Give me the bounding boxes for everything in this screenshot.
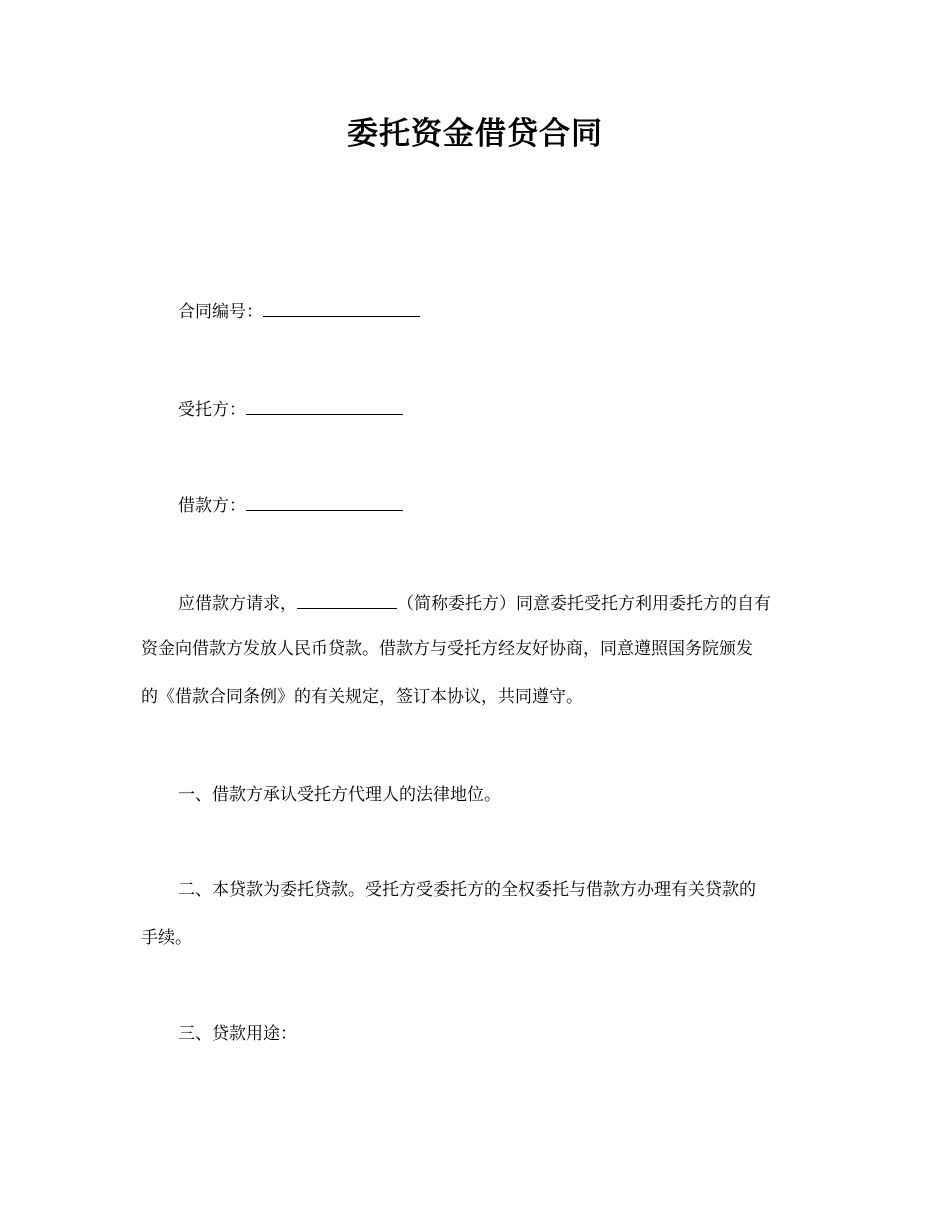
preamble-line-2: 资金向借款方发放人民币贷款。借款方与受托方经友好协商，同意遵照国务院颁发: [141, 639, 753, 659]
borrower-blank[interactable]: [246, 492, 403, 511]
contract-number-blank[interactable]: [263, 298, 420, 317]
clause-2-line-1: 二、本贷款为委托贷款。受托方受委托方的全权委托与借款方办理有关贷款的: [178, 880, 756, 900]
trustee-blank[interactable]: [246, 396, 403, 415]
preamble-text-before-blank: 应借款方请求，: [178, 594, 297, 614]
clause-3: 三、贷款用途：: [178, 1024, 297, 1044]
document-title: 委托资金借贷合同: [347, 116, 603, 152]
entrusting-party-blank[interactable]: [297, 590, 397, 609]
trustee-line: [178, 396, 403, 422]
clause-1: 一、借款方承认受托方代理人的法律地位。: [178, 785, 501, 805]
preamble-line-1: [178, 590, 771, 616]
trustee-label: 受托方：: [178, 400, 246, 420]
borrower-line: [178, 492, 403, 518]
clause-2-line-2: 手续。: [141, 928, 192, 948]
preamble-text-after-blank: （简称委托方）同意委托受托方利用委托方的自有: [397, 594, 771, 614]
borrower-label: 借款方：: [178, 496, 246, 516]
contract-number-line: [178, 298, 420, 324]
contract-number-label: 合同编号：: [178, 302, 263, 322]
preamble-line-3: 的《借款合同条例》的有关规定，签订本协议，共同遵守。: [141, 687, 583, 707]
